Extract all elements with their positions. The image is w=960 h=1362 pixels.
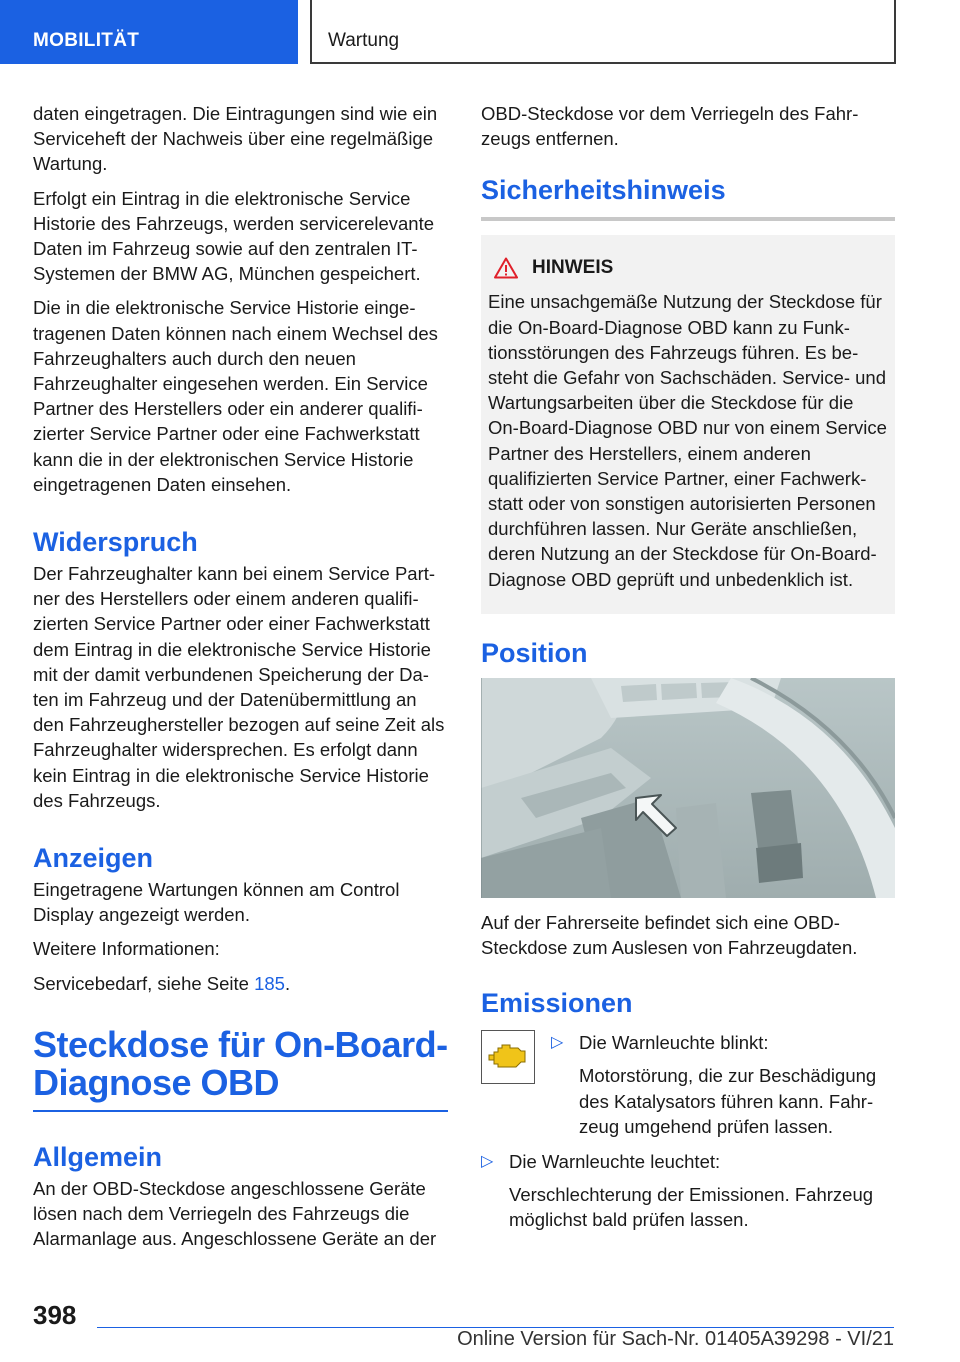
reference-end: . — [284, 972, 291, 994]
right-column — [481, 101, 895, 1241]
page-number: 398 — [33, 1300, 77, 1330]
bullet-item — [551, 1030, 895, 1147]
heading-position: Position — [481, 637, 588, 668]
paragraph: daten eingetragen. Die Eintragungen sind wie ein Serviceheft der Nachweis über eine regelmäßige Wartung. — [33, 103, 438, 175]
left-column — [33, 101, 448, 1261]
page-link[interactable]: 185 — [254, 972, 285, 994]
engine-check-icon — [481, 1030, 535, 1084]
emissions-entry — [481, 1030, 895, 1147]
chapter-title: Wartung — [310, 0, 896, 64]
paragraph: OBD-Steckdose vor dem Verriegeln des Fahrzeugs entfernen. — [481, 103, 859, 150]
heading-anzeigen: Anzeigen — [33, 843, 154, 874]
bullet-triangle-icon: ▷ — [481, 1153, 494, 1171]
bullet-text: Verschlechterung der Emissionen. Fahrzeug möglichst bald prüfen lassen. — [509, 1184, 874, 1231]
notice-box — [481, 235, 895, 613]
footer-version: Online Version für Sach-Nr. 01405A39298 - VI/21 — [457, 1328, 894, 1350]
paragraph: Erfolgt ein Eintrag in die elektronische Service Historie des Fahrzeugs, werden servicerelevante Daten im Fahrzeug sowie auf den zentralen IT-Systemen der BMW AG, München gespeichert. — [33, 187, 435, 285]
chapter-heading-obd: Steckdose für On-Board-Diagnose OBD — [33, 1026, 448, 1112]
heading-widerspruch: Widerspruch — [33, 527, 198, 558]
heading-emissionen: Emissionen — [481, 988, 633, 1019]
reference-text: Servicebedarf, siehe Seite — [33, 972, 255, 994]
position-caption: Auf der Fahrerseite befindet sich eine OBD-Steckdose zum Auslesen von Fahrzeugdaten. — [481, 911, 858, 959]
notice-text: Eine unsachgemäße Nutzung der Steckdose für die On-Board-Diagnose OBD kann zu Funktionsstörungen des Fahrzeugs führen. Es besteht die Gefahr von Sachschäden. Service- und Wartungsarbeiten über die Steckdose für die On-Board-Diagnose OBD nur von einem Service Partner des Herstellers, einem anderen qualifizierten Service Partner, einer Fachwerkstatt oder von sonstigen autorisierten Personen durchführen lassen. Nur Geräte anschließen, deren Nutzung an der Steckdose für On-Board-Diagnose OBD geprüft und unbedenklich ist. — [488, 291, 887, 590]
notice-title: HINWEIS — [532, 257, 614, 279]
paragraph: Die in die elektronische Service Historie eingetragenen Daten können nach einem Wechsel des Fahrzeughalters auch durch den neuen Fahrzeughalter eingesehen werden. Ein Service Partner des Herstellers oder ein anderer qualifizierter Service Partner oder eine Fachwerkstatt kann die in der elektronischen Service Historie eingetragenen Daten einsehen. — [33, 297, 438, 495]
bullet-title: Die Warnleuchte leuchtet: — [509, 1151, 721, 1173]
bullet-title: Die Warnleuchte blinkt: — [579, 1032, 769, 1054]
section-tab: MOBILITÄT — [0, 0, 298, 64]
notice-header — [494, 257, 889, 279]
heading-allgemein: Allgemein — [33, 1141, 163, 1172]
paragraph: Eingetragene Wartungen können am Control Display angezeigt werden. — [33, 879, 400, 926]
paragraph: An der OBD-Steckdose angeschlossene Geräte lösen nach dem Verriegeln des Fahrzeugs die Alarmanlage aus. Angeschlossene Geräte an der — [33, 1177, 437, 1250]
paragraph: Weitere Informationen: — [33, 938, 220, 960]
obd-position-image — [481, 678, 895, 898]
warning-triangle-icon — [494, 257, 518, 279]
bullet-triangle-icon: ▷ — [551, 1034, 564, 1052]
paragraph: Der Fahrzeughalter kann bei einem Service Partner des Herstellers oder einem anderen qualifizierten Service Partner oder einer Fachwerkstatt dem Eintrag in die elektronische Service Historie mit der damit verbundenen Speicherung der Daten im Fahrzeug und der Datenübermittlung an den Fahrzeughersteller bezogen auf seine Zeit als Fahrzeughalter widersprechen. Es erfolgt dann kein Eintrag in die elektronische Service Historie des Fahrzeugs. — [33, 563, 445, 811]
page-reference — [33, 971, 448, 996]
bullet-item — [481, 1149, 895, 1241]
heading-sicherheitshinweis: Sicherheitshinweis — [481, 173, 895, 221]
bullet-text: Motorstörung, die zur Beschädigung des Katalysators führen kann. Fahrzeug umgehend prüfen lassen. — [579, 1065, 877, 1137]
